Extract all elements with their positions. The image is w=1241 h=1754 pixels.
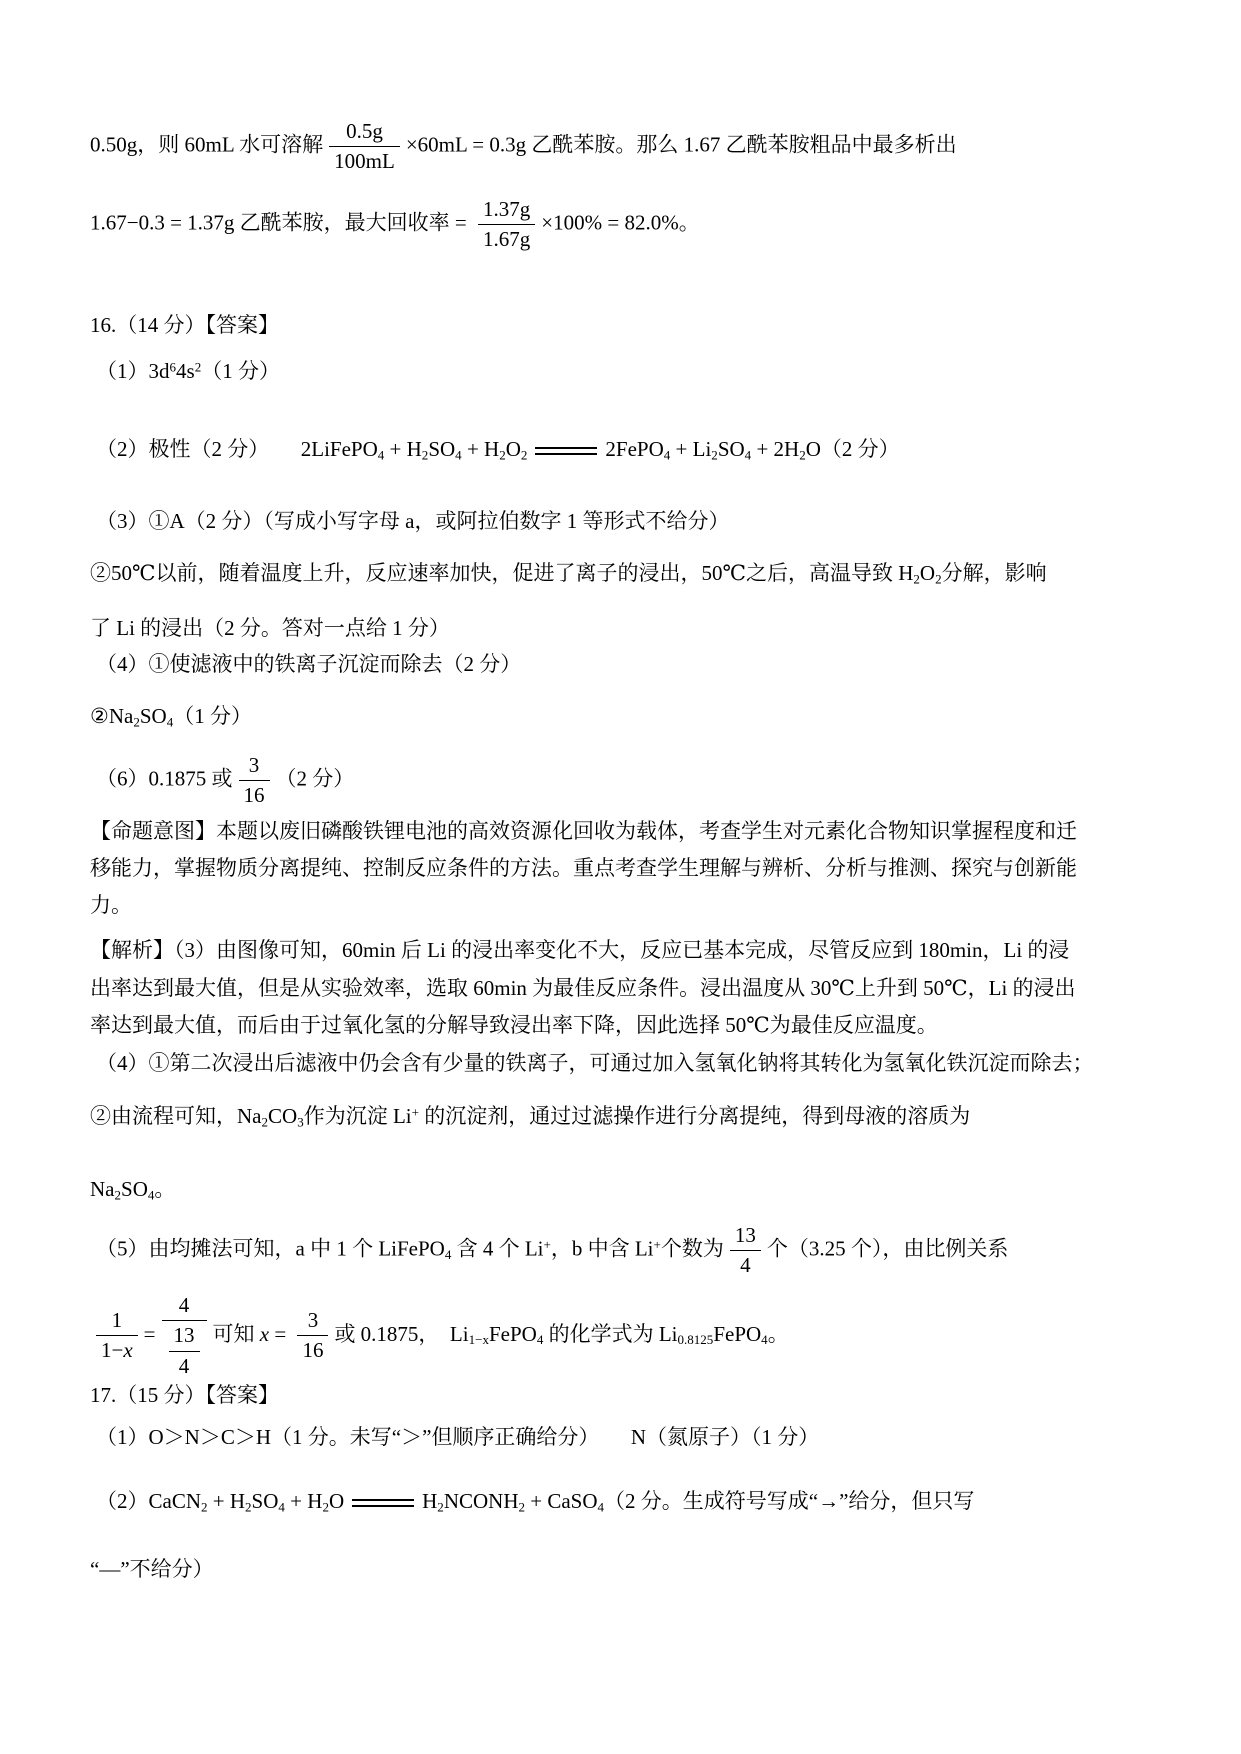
- superscript: +: [543, 1237, 551, 1253]
- subscript: 2: [261, 1114, 269, 1130]
- q16-answer-3-2b: 了 Li 的浸出（2 分。答对一点给 1 分）: [90, 616, 450, 640]
- subscript: 4: [536, 1332, 544, 1348]
- analysis-5-equation: $\frac{1}{1-x}$ = $\frac{4}{\frac{13}{4}}$ 可知 x = $\frac{3}{16}$ 或 0.1875， $Li_{1-x}FePO_4$ 的化学式为 $Li_{0.8125}FePO_4$。: [90, 1292, 789, 1380]
- subscript: 4: [663, 447, 671, 463]
- subscript: 2: [245, 1499, 252, 1515]
- subscript: 1−x: [468, 1332, 489, 1348]
- analysis-line-3: 率达到最大值，而后由于过氧化氢的分解导致浸出率下降，因此选择 50℃为最佳反应温度。: [90, 1013, 938, 1037]
- superscript: 6: [169, 359, 177, 375]
- intent-paragraph-line-1: 【命题意图】本题以废旧磷酸铁锂电池的高效资源化回收为载体，考查学生对元素化合物知识掌握程度和迁: [90, 819, 1077, 843]
- q16-header: 16.（14 分）【答案】: [90, 313, 279, 337]
- double-bond-equals-icon: [352, 1499, 414, 1507]
- subscript: 4: [597, 1499, 605, 1515]
- subscript: 4: [744, 447, 752, 463]
- analysis-4-2: ②由流程可知，$Na_2CO_3$作为沉淀 Li+ 的沉淀剂，通过过滤操作进行分离提纯，得到母液的溶质为: [90, 1104, 971, 1130]
- fraction: $\frac{1}{1-x}$: [96, 1307, 138, 1365]
- calc-dissolve-line: 0.50g，则 60mL 水可溶解 $\frac{0.5g}{100mL}$ ×60mL = 0.3g 乙酰苯胺。那么 1.67 乙酰苯胺粗品中最多析出: [90, 118, 957, 176]
- subscript: 4: [761, 1332, 768, 1348]
- fraction: $\frac{1.37g}{1.67g}$: [478, 196, 535, 254]
- subscript: 2: [799, 447, 806, 463]
- fraction: $\frac{0.5g}{100mL}$: [329, 118, 400, 176]
- subscript: 3: [297, 1114, 304, 1130]
- fraction: $\frac{13}{4}$: [730, 1222, 761, 1280]
- double-bond-equals-icon: [535, 447, 597, 455]
- subscript: 2: [518, 1499, 525, 1515]
- superscript: 2: [194, 359, 202, 375]
- subscript: 4: [444, 1246, 452, 1262]
- subscript: 2: [133, 714, 140, 730]
- q16-answer-1: $(1)3d^64s^2(1$ 分）: [96, 359, 280, 383]
- subscript: 0.8125: [677, 1332, 714, 1348]
- subscript: 2: [520, 447, 528, 463]
- calc-recovery-line: 1.67−0.3 = 1.37g 乙酰苯胺，最大回收率 = $\frac{1.37g}{1.67g}$ ×100% = 82.0%。: [90, 196, 700, 254]
- q16-answer-2-equation: （2）极性（2 分） 2LiFePO$_4$ + $H_2SO_4 + H_2O_2$ 2FePO$_4$ + $Li_2SO_4 + 2H_2O(2$ 分）: [96, 437, 900, 463]
- analysis-5-line: （5）由均摊法可知，a 中 1 个 LiFePO$_4$ 含 4 个 Li+，b 中含 Li+个数为 $\frac{13}{4}$ 个（3.25 个），由比例关系: [96, 1222, 1008, 1280]
- math-variable: x: [123, 1338, 133, 1363]
- subscript: 2: [437, 1499, 444, 1515]
- analysis-na2so4: $Na_2SO_4$。: [90, 1177, 176, 1203]
- subscript: 2: [499, 447, 506, 463]
- analysis-4-1: （4）①第二次浸出后滤液中仍会含有少量的铁离子，可通过加入氢氧化钠将其转化为氢氧化铁沉淀而除去；: [96, 1051, 1094, 1075]
- subscript: 4: [166, 714, 174, 730]
- subscript: 2: [935, 571, 942, 587]
- subscript: 2: [711, 447, 718, 463]
- q17-answer-1: （1）O＞N＞C＞H（1 分。未写“＞”但顺序正确给分） N（氮原子）（1 分）: [96, 1425, 820, 1449]
- fraction: $\frac{3}{16}$: [239, 752, 270, 810]
- superscript: +: [653, 1237, 661, 1253]
- subscript: 2: [322, 1499, 329, 1515]
- intent-paragraph-line-3: 力。: [90, 893, 132, 917]
- subscript: 2: [201, 1499, 208, 1515]
- subscript: 4: [377, 447, 385, 463]
- fraction: $\frac{4}{\frac{13}{4}}$: [162, 1292, 207, 1380]
- math-variable: x: [259, 1321, 270, 1346]
- fraction: $\frac{13}{4}$: [169, 1322, 200, 1380]
- subscript: 2: [421, 447, 429, 463]
- subscript: 2: [114, 1187, 122, 1203]
- analysis-line-1: 【解析】（3）由图像可知，60min 后 Li 的浸出率变化不大，反应已基本完成，尽管反应到 180min，Li 的浸: [90, 938, 1070, 962]
- fraction: $\frac{3}{16}$: [297, 1307, 328, 1365]
- q16-answer-6: （6）0.1875 或 $\frac{3}{16}$ （2 分）: [96, 752, 354, 810]
- q16-answer-4-1: （4）①使滤液中的铁离子沉淀而除去（2 分）: [96, 652, 522, 676]
- q17-answer-2-equation: （2）CaCN$_2$ + $H_2SO_4 + H_2O$ $H_2NCONH_2$ + CaSO$_4$（2 分。生成符号写成“→”给分，但只写: [96, 1489, 975, 1515]
- superscript: +: [411, 1104, 419, 1120]
- q17-answer-2-cont: “—”不给分）: [90, 1557, 214, 1581]
- q16-answer-4-2: $②Na_2SO_4(1$ 分）: [90, 704, 252, 730]
- q16-answer-3-2a: ②50℃以前，随着温度上升，反应速率加快，促进了离子的浸出，50℃之后，高温导致 $H_2O_2$分解，影响: [90, 561, 1047, 587]
- subscript: 4: [147, 1187, 155, 1203]
- subscript: 4: [455, 447, 462, 463]
- subscript: 4: [278, 1499, 285, 1515]
- subscript: 2: [913, 571, 920, 587]
- analysis-line-2: 出率达到最大值，但是从实验效率，选取 60min 为最佳反应条件。浸出温度从 30℃上升到 50℃，Li 的浸出: [90, 976, 1076, 1000]
- q17-header: 17.（15 分）【答案】: [90, 1383, 279, 1407]
- intent-paragraph-line-2: 移能力，掌握物质分离提纯、控制反应条件的方法。重点考查学生理解与辨析、分析与推测、探究与创新能: [90, 856, 1077, 880]
- q16-answer-3-1: （3）①A（2 分）（写成小写字母 a，或阿拉伯数字 1 等形式不给分）: [96, 509, 730, 533]
